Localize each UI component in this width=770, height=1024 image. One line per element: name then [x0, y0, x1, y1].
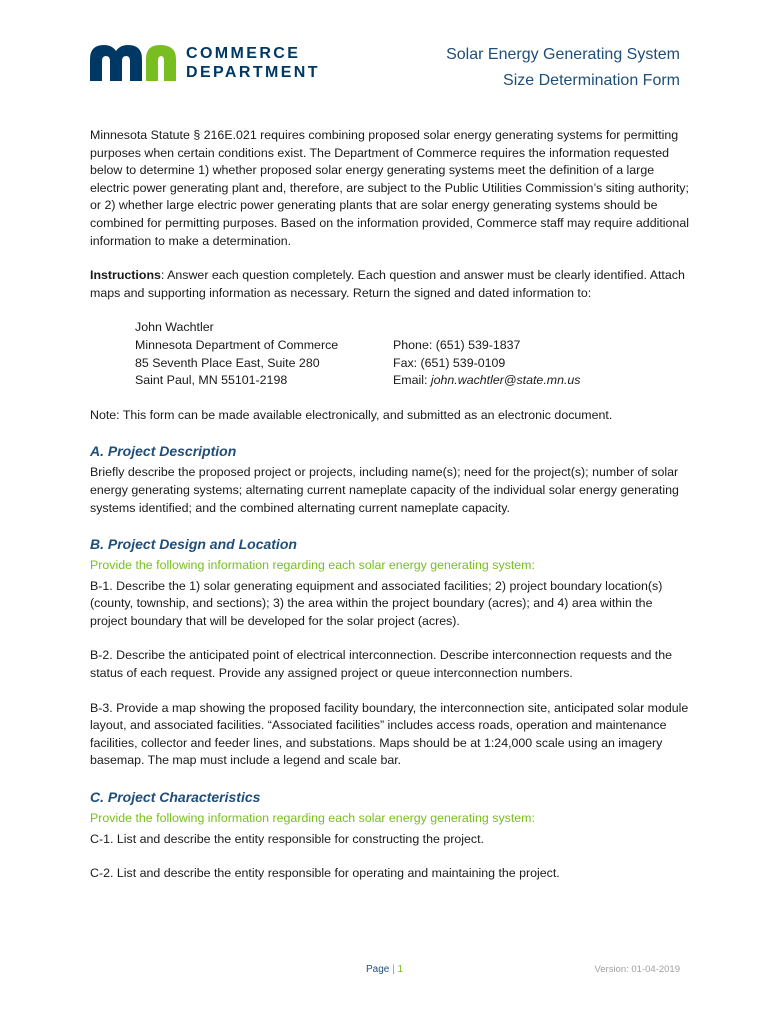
contact-name: John Wachtler [135, 320, 214, 335]
logo-wordmark [186, 44, 320, 82]
contact-fax: Fax: (651) 539-0109 [393, 355, 506, 370]
commerce-logo [90, 44, 320, 82]
section-c-heading: C. Project Characteristics [90, 789, 261, 806]
contact-city: Saint Paul, MN 55101-2198 [135, 373, 288, 388]
mn-logo-icon [90, 45, 176, 81]
form-title-line2: Size Determination Form [503, 72, 680, 89]
section-a-text: Briefly describe the proposed project or projects, including name(s); need for the project(s); number of solar energy generating systems; alternating current nameplate capacity of the individual solar energy generating systems identified; and the combined alternating current nameplate capacity. [90, 465, 679, 515]
contact-email-label: Email: [393, 373, 431, 388]
section-c2-text: C-2. List and describe the entity responsible for operating and maintaining the project. [90, 866, 560, 881]
contact-address [135, 319, 393, 389]
contact-details [393, 319, 581, 389]
intro-paragraph: Minnesota Statute § 216E.021 requires combining proposed solar energy generating systems for permitting purposes when certain conditions exist. The Department of Commerce requires the information requested below to determine 1) whether proposed solar energy generating systems meet the definition of a large electric power generating plant and, therefore, are subject to the Public Utilities Commission’s siting authority; or 2) whether large electric power generating plants that are solar energy generating systems should be combined for permitting purposes. Based on the information provided, Commerce staff may require additional information to make a determination. [90, 128, 689, 248]
section-b2-text: B-2. Describe the anticipated point of electrical interconnection. Describe interconnection requests and the status of each request. Provide any assigned project or queue interconnection numbers. [90, 648, 673, 681]
section-b1-text: B-1. Describe the 1) solar generating equipment and associated facilities; 2) project boundary location(s) (county, township, and sections); 3) the area within the project boundary (acres); and 4) area within the project boundary that will be developed for the solar project (acres). [90, 578, 663, 628]
logo-line2: DEPARTMENT [186, 64, 320, 81]
contact-org: Minnesota Department of Commerce [135, 337, 339, 352]
footer-page-value: 1 [397, 964, 404, 975]
section-b-subheading: Provide the following information regarding each solar energy generating system: [90, 558, 535, 573]
section-b-heading: B. Project Design and Location [90, 536, 297, 553]
form-body [90, 127, 690, 900]
footer-page-number [366, 964, 403, 975]
footer-page-label: Page [366, 964, 390, 975]
section-a-heading: A. Project Description [90, 443, 237, 460]
note-paragraph: Note: This form can be made available electronically, and submitted as an electronic document. [90, 407, 613, 422]
contact-email-line [393, 372, 581, 390]
contact-block [90, 319, 690, 389]
instructions-paragraph [90, 267, 690, 302]
section-c1-text: C-1. List and describe the entity responsible for constructing the project. [90, 831, 484, 846]
instructions-text: : Answer each question completely. Each question and answer must be clearly identified. Attach maps and supporting information as necessary. Return the signed and dated information to: [90, 268, 685, 300]
footer-version: Version: 01-04-2019 [594, 964, 680, 975]
section-c-subheading: Provide the following information regarding each solar energy generating system: [90, 811, 535, 826]
contact-street: 85 Seventh Place East, Suite 280 [135, 355, 320, 370]
form-title [446, 42, 680, 94]
logo-line1: COMMERCE [186, 45, 301, 62]
instructions-label: Instructions [90, 268, 161, 283]
contact-phone: Phone: (651) 539-1837 [393, 337, 521, 352]
section-b3-text: B-3. Provide a map showing the proposed facility boundary, the interconnection site, anticipated solar module layout, and associated facilities. “Associated facilities” includes access roads, operation and maintenance facilities, collector and feeder lines, and substations. Maps should be at 1:24,000 scale using an imagery basemap. The map must include a legend and scale bar. [90, 700, 689, 768]
footer-separator: | [392, 964, 395, 975]
contact-email-link[interactable]: john.wachtler@state.mn.us [430, 373, 581, 388]
form-title-line1: Solar Energy Generating System [446, 46, 680, 63]
